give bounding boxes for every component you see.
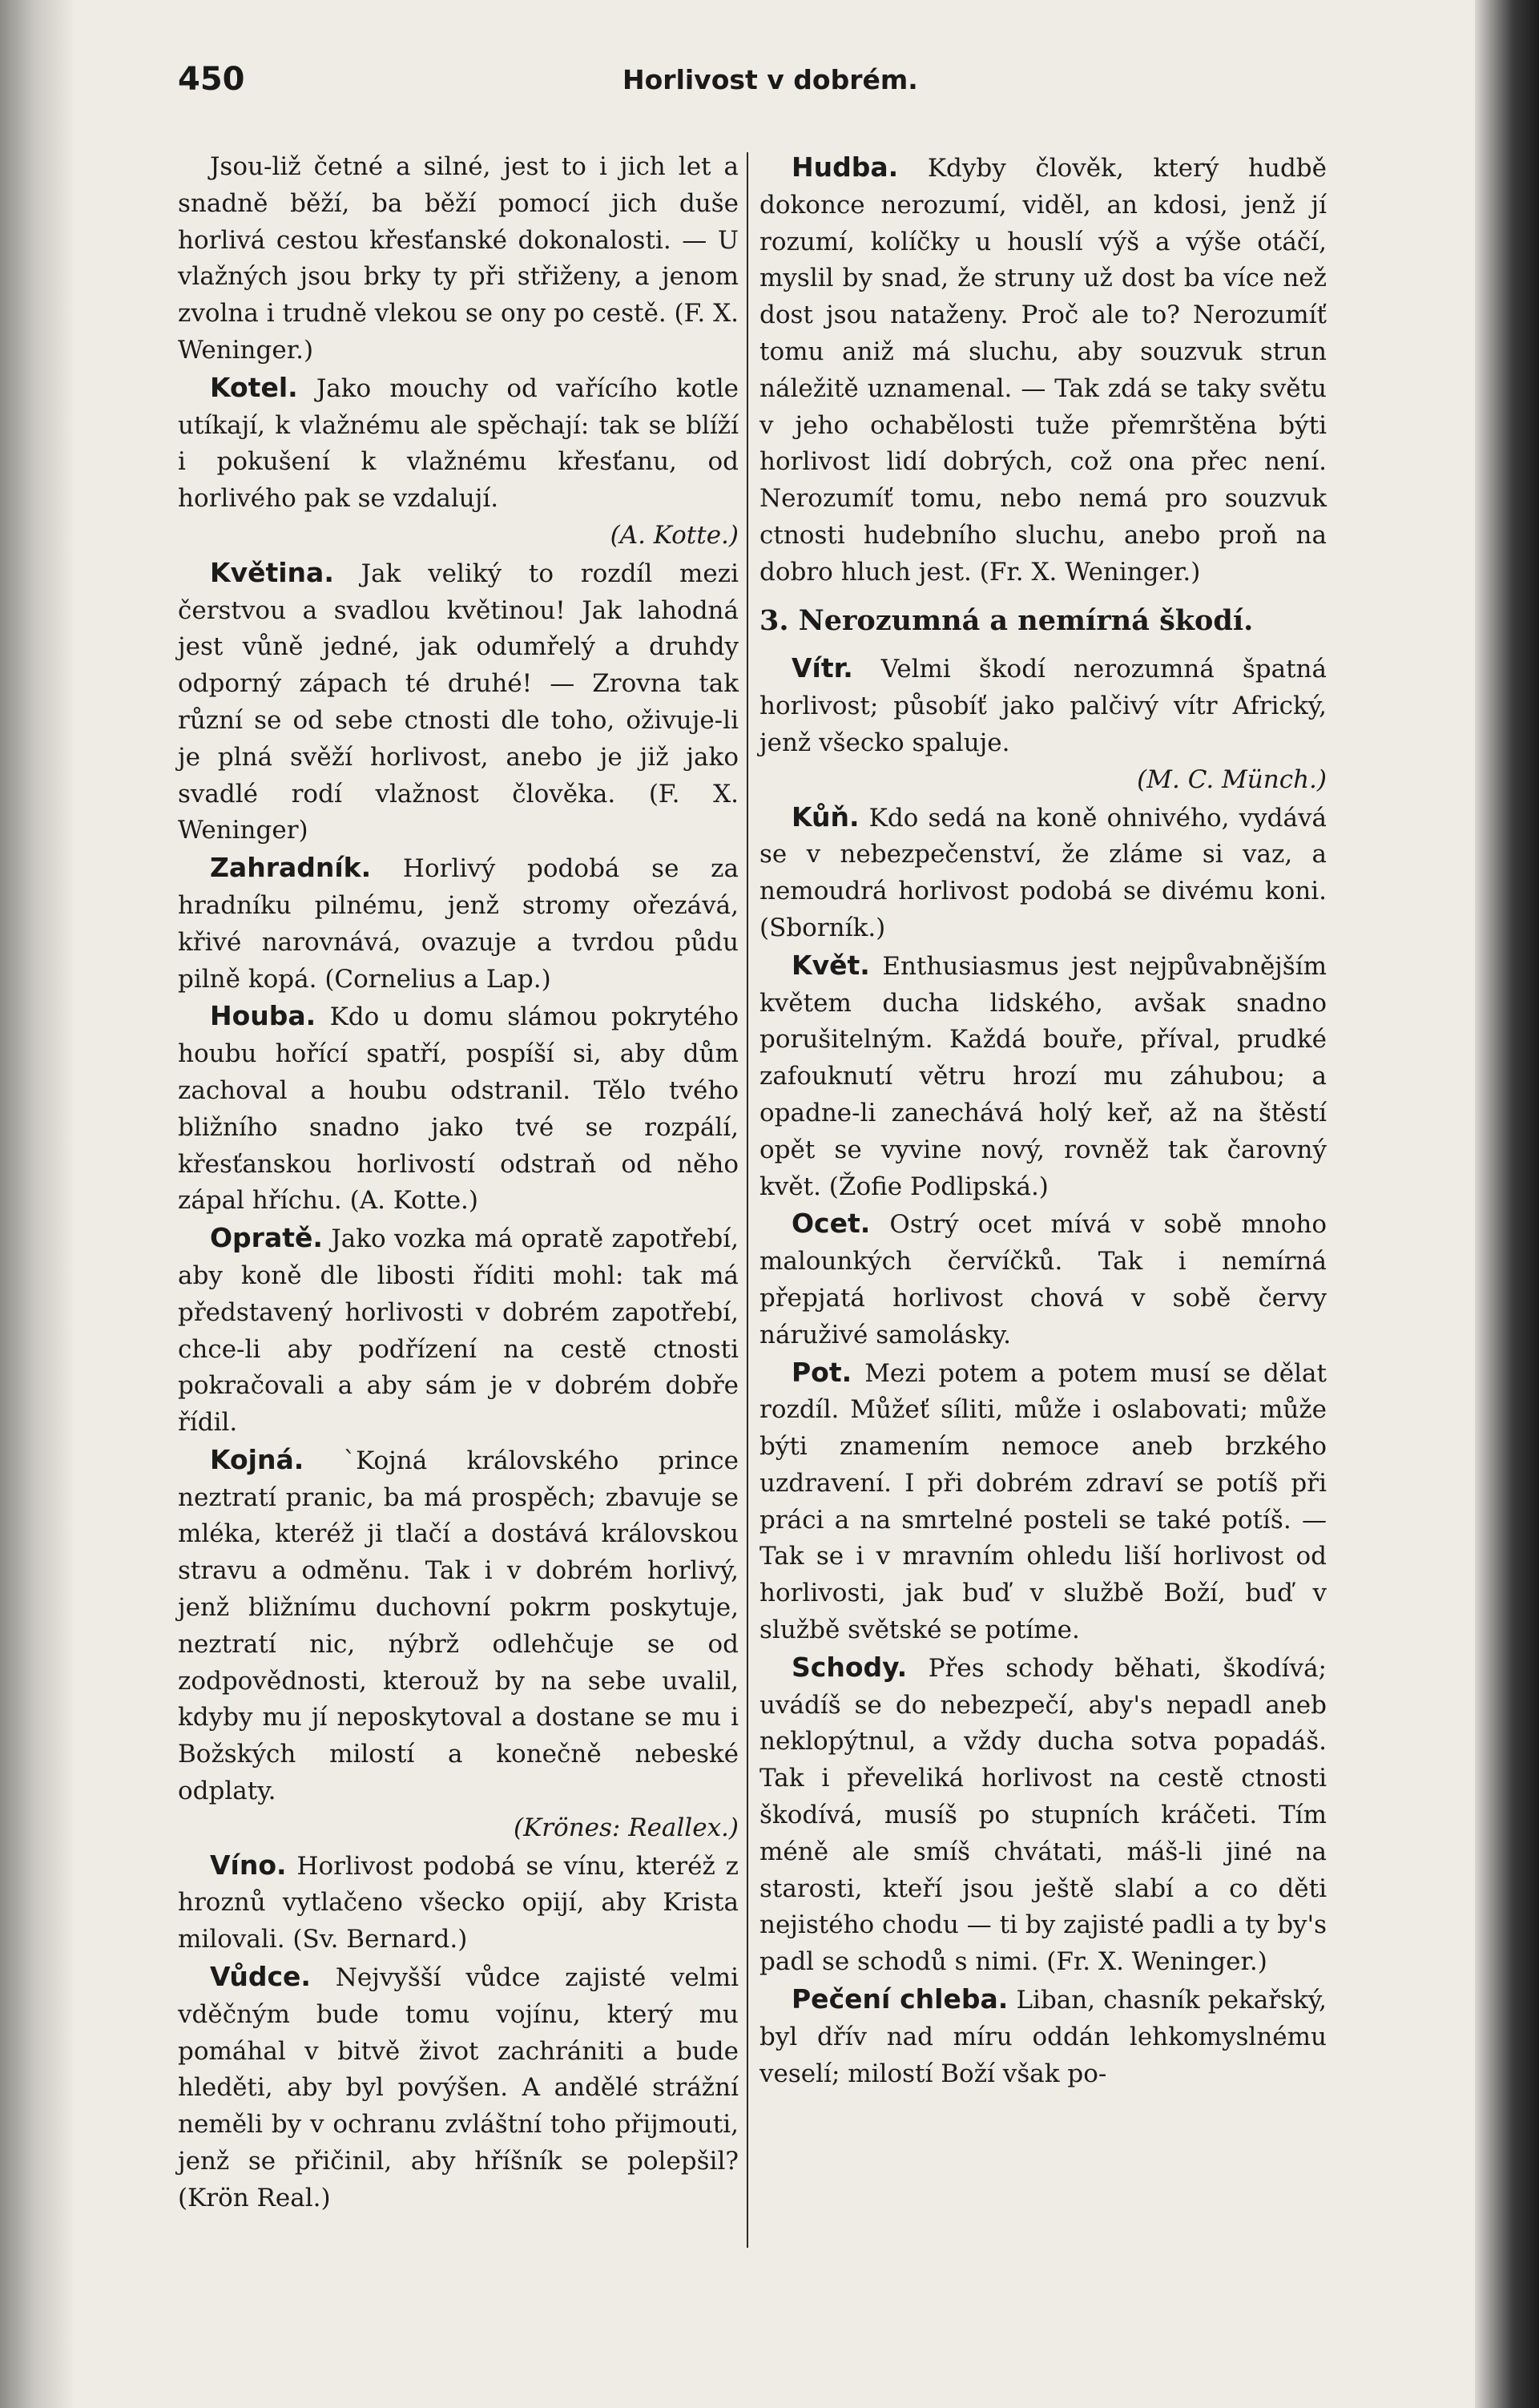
entry-headword: Schody. [792, 1651, 908, 1683]
entry-text: Horlivost podobá se vínu, kteréž z hroznů vytlačeno všecko opijí, aby Krista milovali. (Sv. Bernard.) [178, 1851, 739, 1954]
entry-text: Jak veliký to rozdíl mezi čerstvou a svadlou květinou! Jak lahodná jest vůně jedné, jak odumřelý a druhdy odporný zápach té druhé! — Zrovna tak různí se od sebe ctnosti dle toho, oživuje-li je plná svěží horlivost, anebo je již jako svadlé rodí vlažnost člověka. (F. X. Weninger) [178, 559, 739, 845]
entry-headword: Vítr. [792, 652, 853, 684]
entry-paragraph [178, 1958, 739, 2217]
entry-text: Kdo sedá na koně ohnivého, vydává se v nebezpečenství, že zláme si vaz, a nemoudrá horlivost podobá se divému koni. (Sborník.) [759, 803, 1327, 942]
entry-headword: Hudba. [792, 151, 899, 183]
entry-paragraph [178, 369, 739, 518]
source-citation: (M. C. Münch.) [1137, 764, 1327, 794]
source-citation: (Krönes: Reallex.) [513, 1813, 739, 1842]
page-number: 450 [178, 61, 245, 98]
entry-headword: Vůdce. [210, 1961, 311, 1993]
entry-paragraph [178, 1847, 739, 1958]
entry-text: Ostrý ocet mívá v sobě mnoho malounkých červíčků. Tak i nemírná přepjatá horlivost chová v sobě červy náruživé samolásky. [759, 1210, 1327, 1349]
entry-headword: Zahradník. [210, 852, 372, 884]
entry-headword: Pečení chleba. [792, 1983, 1009, 2015]
entry-text: Mezi potem a potem musí se dělat rozdíl. Můžeť síliti, může i oslabovati; může býti znamením nemoce aneb brzkého uzdravení. I při dobrém zdraví se potíš při práci a na smrtelné posteli se také potíš. — Tak se i v mravním ohledu liší horlivost od horlivosti, jak buď v službě Boží, buď v službě světské se potíme. [759, 1358, 1327, 1645]
entry-text: Nejvyšší vůdce zajisté velmi vděčným bude tomu vojínu, který mu pomáhal v bitvě život zachrániti a bude hleděti, aby byl povýšen. A andělé strážní neměli by v ochranu zvláštní toho přijmouti, jenž se přičinil, aby hříšník se polepšil? (Krön Real.) [178, 1963, 739, 2212]
entry-headword: Ocet. [792, 1208, 871, 1240]
running-title: Horlivost v dobrém. [622, 64, 918, 95]
entry-paragraph [178, 1442, 739, 1810]
entry-headword: Kotel. [210, 371, 298, 403]
entry-headword: Květ. [792, 949, 870, 981]
entry-text: Velmi škodí nerozumná špatná horlivost; působíť jako palčivý vítr Africký, jenž všecko spaluje. [759, 655, 1327, 757]
entry-text: Kdo u domu slámou pokrytého houbu hořící spatří, pospíší si, aby dům zachoval a houbu odstranil. Tělo tvého bližního snadno jako tvé se rozpálí, křesťanskou horlivostí odstraň od něho zápal hříchu. (A. Kotte.) [178, 1002, 739, 1216]
entry-text: Kdyby člověk, který hudbě dokonce nerozumí, viděl, an kdosi, jenž jí rozumí, kolíčky u houslí výš a výše otáčí, myslil by snad, že struny už dost ba více než dost jsou nataženy. Proč ale to? Nerozumíť tomu aniž má sluchu, aby souzvuk strun náležitě uznamenal. — Tak zdá se taky světu v jeho ochabělosti tuže přemrštěna býti horlivost lidí dobrých, což ona přec není. Nerozumíť tomu, nebo nemá pro souzvuk ctnosti hudebního sluchu, anebo proň na dobro hluch jest. (Fr. X. Weninger.) [759, 154, 1327, 587]
entry-paragraph [178, 555, 739, 849]
entry-text: Jako vozka má opratě zapotřebí, aby koně dle libosti říditi mohl: tak má představený horlivosti v dobrém zapotřebí, chce-li aby podřízení na cestě ctnosti pokračovali a aby sám je v dobrém dobře řídil. [178, 1224, 739, 1438]
entry-text: Enthusiasmus jest nejpůvabnějším květem ducha lidského, avšak snadno porušitelným. Každá bouře, příval, prudké zafouknutí větru hrozí mu záhubou; a opadne-li zanechává holý keř, až na štěstí opět se vyvine nový, rovněž tak čarovný květ. (Žofie Podlipská.) [759, 951, 1327, 1201]
entry-paragraph [759, 799, 1327, 947]
entry-paragraph [759, 1354, 1327, 1649]
entry-paragraph [178, 998, 739, 1220]
entry-paragraph [759, 650, 1327, 761]
left-column [178, 149, 739, 2217]
entry-headword: Květina. [210, 556, 334, 588]
entry-text: Přes schody běhati, škodívá; uvádíš se do nebezpečí, aby's nepadl aneb neklopýtnul, a vždy ducha sotva popadáš. Tak i převeliká horlivost na cestě ctnosti škodívá, musíš po stupních kráčeti. Tím méně ale smíš chvátati, máš-li jiné na starosti, kteří jsou ještě slabí a co děti nejistého chodu — ti by zajisté padli a ty by's padl se schodů s nimi. (Fr. X. Weninger.) [759, 1653, 1327, 1977]
entry-text: Jako mouchy od vařícího kotle utíkají, k vlažnému ale spěchají: tak se blíží i pokušení k vlažnému křesťanu, od horlivého pak se vzdalují. [178, 373, 739, 514]
entry-headword: Pot. [792, 1356, 852, 1388]
entry-paragraph [178, 849, 739, 998]
entry-headword: Kůň. [792, 801, 860, 833]
column-divider [747, 152, 748, 2248]
entry-text: `Kojná královského prince neztratí pranic, ba má prospěch; zbavuje se mléka, kteréž ji tlačí a dostává královskou stravu a odměnu. Tak i v dobrém horlivý, jenž bližnímu duchovní pokrm poskytuje, neztratí nic, nýbrž odlehčuje se od zodpovědnosti, kterouž by na sebe uvalil, kdyby mu jí neposkytoval a dostane se mu i Božských milostí a konečně nebeské odplaty. [178, 1446, 739, 1806]
entry-text: Horlivý podobá se za hradníku pilnému, jenž stromy ořezává, křivé narovnává, ovazuje a tvrdou půdu pilně kopá. (Cornelius a Lap.) [178, 854, 739, 994]
source-citation: (A. Kotte.) [610, 520, 739, 550]
page-header [178, 61, 1283, 109]
right-column [759, 149, 1327, 2092]
entry-paragraph [178, 1220, 739, 1442]
entry-headword: Opratě. [210, 1222, 323, 1254]
entry-paragraph [759, 1981, 1327, 2092]
entry-text: Jsou-liž četné a silné, jest to i jich let a snadně běží, ba běží pomocí jich duše horlivá cestou křesťanské dokonalosti. — U vlažných jsou brky ty při střiženy, a jenom zvolna i trudně vlekou se ony po cestě. (F. X. Weninger.) [178, 152, 739, 365]
entry-paragraph [759, 1649, 1327, 1981]
entry-paragraph [759, 1205, 1327, 1353]
entry-headword: Kojná. [210, 1443, 304, 1475]
entry-paragraph [759, 947, 1327, 1206]
entry-paragraph [759, 149, 1327, 591]
entry-headword: Houba. [210, 1000, 316, 1032]
entry-text: Liban, chasník pekařský, byl dřív nad míru oddán lehkomyslnému veselí; milostí Boží však po- [759, 1986, 1327, 2088]
entry-headword: Víno. [210, 1849, 287, 1881]
entry-paragraph [178, 149, 739, 369]
section-heading: 3. Nerozumná a nemírná škodí. [759, 603, 1254, 637]
